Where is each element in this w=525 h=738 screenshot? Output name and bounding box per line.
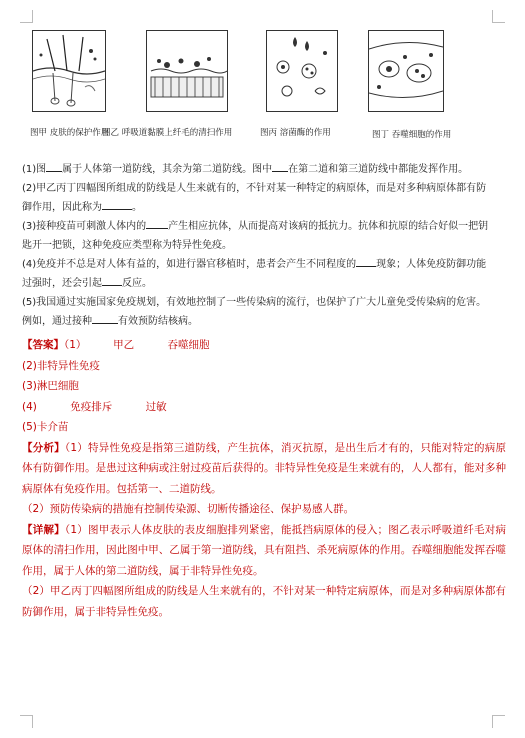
figure-jia [30, 30, 110, 138]
analysis-label: 【分析】 [22, 441, 65, 454]
detail-label: 【详解】 [22, 523, 65, 536]
question-content [22, 160, 506, 622]
answer-line-3: (3)淋巴细胞 [22, 380, 79, 392]
question-1: (1)图 属于人体第一道防线，其余为第二道防线。图中 在第二道和第三道防线中都能发挥作用。 [22, 160, 506, 179]
lysozyme-illustration-icon [266, 30, 338, 112]
crop-mark-bottom-right [492, 715, 505, 728]
figure-row [28, 30, 500, 150]
skin-illustration-icon [32, 30, 106, 112]
question-4: (4)免疫并不总是对人体有益的，如进行器官移植时，患者会产生不同程度的 现象；人体免疫防御功能 过强时，还会引起 反应。 [22, 255, 506, 293]
blank [356, 255, 376, 267]
blank [92, 312, 118, 324]
figure-caption: 图乙 呼吸道黏膜上纤毛的清扫作用 [102, 128, 233, 138]
blank [102, 274, 122, 286]
blank [102, 198, 132, 210]
answer-label: 【答案】 [22, 339, 64, 351]
crop-mark-top-left [20, 10, 33, 23]
crop-mark-bottom-left [20, 715, 33, 728]
figure-caption: 图甲 皮肤的保护作用 [30, 128, 110, 138]
figure-caption: 图丁 吞噬细胞的作用 [372, 130, 452, 140]
detail-paragraph-1: 【详解】（1）图甲表示人体皮肤的表皮细胞排列紧密，能抵挡病原体的侵入；图乙表示呼吸道纤毛对病原体的清扫作用，因此图中甲、乙属于第一道防线，具有阻挡、杀死病原体的作用。吞噬细胞能发挥吞噬作用，属于人体的第二道防线，属于非特异性免疫。 [22, 523, 507, 577]
detail-paragraph-2: （2）甲乙丙丁四幅图所组成的防线是人生来就有的，不针对某一种特定病原体，而是对多种病原体都有防御作用，属于非特异性免疫。 [22, 585, 506, 618]
question-3: (3)接种疫苗可刺激人体内的 产生相应抗体，从而提高对该病的抵抗力。抗体和抗原的结合好似一把钥 匙开一把锁，这种免疫应类型称为特异性免疫。 [22, 217, 506, 255]
blank [146, 217, 168, 229]
figure-caption: 图丙 溶菌酶的作用 [260, 128, 331, 138]
analysis-paragraph-2: （2）预防传染病的措施有控制传染源、切断传播途径、保护易感人群。 [22, 503, 355, 515]
question-5: (5)我国通过实施国家免疫规划，有效地控制了一些传染病的流行，也保护了广大儿童免受传染病的危害。 例如，通过接种 有效预防结核病。 [22, 297, 487, 327]
analysis-paragraph-1: 【分析】（1）特异性免疫是指第三道防线，产生抗体，消灭抗原，是出生后才有的，只能对特定的病原体有防御作用。是患过这种病或注射过疫苗后获得的。非特异性免疫是生来就有的，人人都有，能对多种病原体有免疫作用。包括第一、二道防线。 [22, 441, 507, 495]
answer-line-5: (5)卡介苗 [22, 421, 69, 433]
cilia-illustration-icon [146, 30, 228, 112]
blank [272, 160, 288, 172]
figure-bing [260, 30, 338, 138]
answer-line-1: 【答案】（1） 甲乙 吞噬细胞 [22, 339, 210, 351]
crop-mark-top-right [492, 10, 505, 23]
question-2: (2)甲乙丙丁四幅图所组成的防线是人生来就有的，不针对某一种特定的病原体，而是对多种病原体都有防 御作用，因此称为 。 [22, 183, 487, 213]
answer-line-2: (2)非特异性免疫 [22, 359, 100, 372]
figure-ding [368, 30, 452, 140]
answer-line-4: (4) 免疫排斥 过敏 [22, 400, 167, 413]
blank [46, 160, 62, 172]
figure-yi [102, 30, 233, 138]
phagocyte-illustration-icon [368, 30, 444, 112]
